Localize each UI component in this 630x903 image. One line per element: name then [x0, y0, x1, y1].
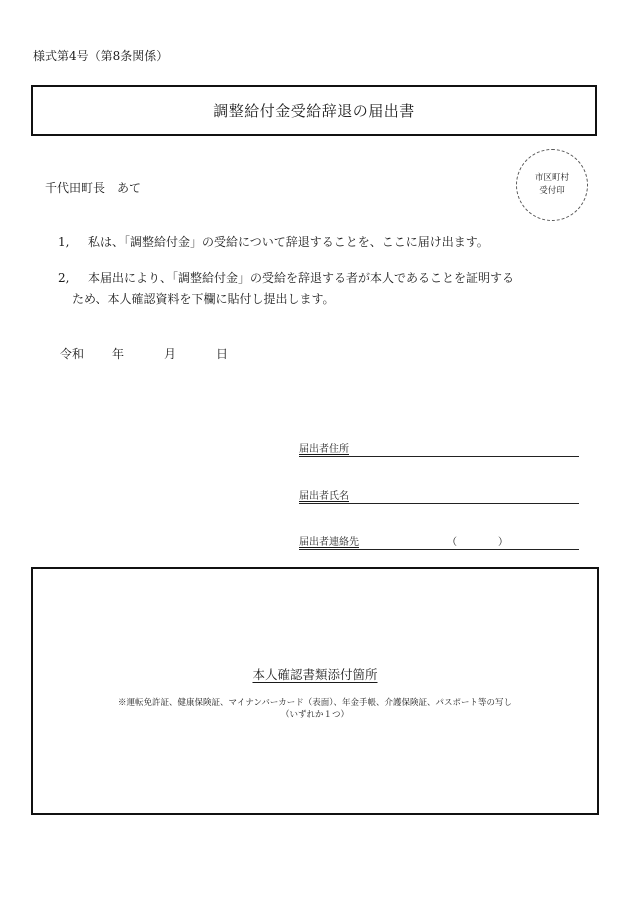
addressee: 千代田町長 あて [45, 181, 142, 195]
id-document-attachment-area [31, 567, 599, 815]
statement-item-2 [58, 268, 514, 310]
item-text: 私は、「調整給付金」の受給について辞退することを、ここに届け出ます。 [88, 235, 489, 249]
document-title: 調整給付金受給辞退の届出書 [213, 102, 415, 120]
applicant-name-label: 届出者氏名 [299, 491, 349, 502]
stamp-label-line1: 市区町村 [534, 173, 569, 183]
statement-item-1 [58, 232, 489, 253]
date-line [60, 345, 228, 362]
stamp-label-line2: 受付印 [539, 186, 565, 196]
contact-paren-close: ） [498, 537, 508, 548]
applicant-contact-field[interactable] [299, 533, 579, 550]
date-month-label: 月 [164, 347, 177, 361]
applicant-address-field[interactable] [299, 440, 579, 457]
applicant-contact-label: 届出者連絡先 [299, 537, 359, 548]
contact-paren-open: （ [447, 537, 457, 548]
date-era: 令和 [60, 347, 85, 361]
title-box [31, 85, 597, 136]
applicant-address-label: 届出者住所 [299, 444, 349, 455]
date-day-label: 日 [216, 347, 229, 361]
date-year-label: 年 [112, 347, 125, 361]
form-number: 様式第4号（第8条関係） [33, 49, 169, 63]
attachment-note [33, 697, 597, 721]
attachment-note-line2: （いずれか１つ） [280, 710, 349, 720]
item-number: 1, [58, 235, 70, 249]
attachment-title: 本人確認書類添付箇所 [252, 667, 378, 682]
attachment-note-line1: ※運転免許証、健康保険証、マイナンバーカード（表面）、年金手帳、介護保険証、パスポート等の写し [118, 698, 512, 708]
applicant-name-field[interactable] [299, 487, 579, 504]
item-text: 本届出により、「調整給付金」の受給を辞退する者が本人であることを証明する [88, 271, 515, 285]
item-text-continuation: ため、本人確認資料を下欄に貼付し提出します。 [72, 292, 335, 306]
reception-stamp-area [516, 149, 588, 221]
item-number: 2, [58, 271, 70, 285]
